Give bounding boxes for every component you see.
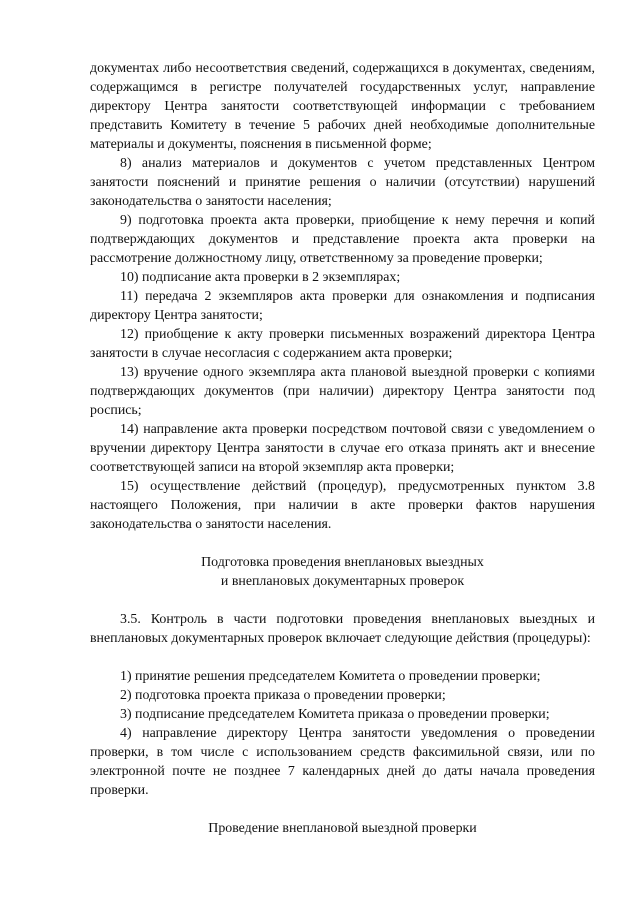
section-heading-2: Проведение внеплановой выездной проверки [208,821,477,836]
section-heading-line-2: и внеплановых документарных проверок [220,574,465,589]
paragraph-item-10: 10) подписание акта проверки в 2 экземплярах; [120,270,401,285]
paragraph-item-12: 12) приобщение к акту проверки письменных возражений директора Центра занятости в случае несогласия с содержанием акта проверки; [90,327,595,361]
spacer [90,800,595,819]
spacer [90,648,595,667]
paragraph-item-15: 15) осуществление действий (процедур), предусмотренных пунктом 3.8 настоящего Положения, при наличии в акте проверки фактов нарушения законодательства о занятости населения. [90,479,595,532]
paragraph-section-3-5: 3.5. Контроль в части подготовки проведения внеплановых выездных и внеплановых документарных проверок включает следующие действия (процедуры): [90,612,595,646]
spacer [90,591,595,610]
paragraph-continuation: документах либо несоответствия сведений, содержащихся в документах, сведениям, содержащимся в регистре получателей государственных услуг, направление директору Центра занятости соответствующей информации с требованием представить Комитету в течение 5 рабочих дней необходимые дополнительные материалы и документы, пояснения в письменной форме; [90,61,595,152]
paragraph-item-11: 11) передача 2 экземпляров акта проверки для ознакомления и подписания директору Центра занятости; [90,289,595,323]
paragraph-item-14: 14) направление акта проверки посредством почтовой связи с уведомлением о вручении директору Центра занятости в случае его отказа принять акт и внесение соответствующей записи на второй экземпляр акта проверки; [90,422,595,475]
section-heading-line-1: Подготовка проведения внеплановых выездных [201,555,484,570]
list-item-1: 1) принятие решения председателем Комитета о проведении проверки; [120,669,541,684]
list-item-4: 4) направление директору Центра занятости уведомления о проведении проверки, в том числе с использованием средств факсимильной связи, или по электронной почте не позднее 7 календарных дней до даты начала проведения проверки. [90,726,595,798]
paragraph-item-9: 9) подготовка проекта акта проверки, приобщение к нему перечня и копий подтверждающих документов и представление проекта акта проверки на рассмотрение должностному лицу, ответственному за проведение проверки; [90,213,595,266]
spacer [90,534,595,553]
paragraph-item-8: 8) анализ материалов и документов с учетом представленных Центром занятости пояснений и принятие решения о наличии (отсутствии) нарушений законодательства о занятости населения; [90,156,595,209]
document-body [90,59,595,838]
list-item-3: 3) подписание председателем Комитета приказа о проведении проверки; [120,707,550,722]
paragraph-item-13: 13) вручение одного экземпляра акта плановой выездной проверки с копиями подтверждающих документов (при наличии) директору Центра занятости под роспись; [90,365,595,418]
list-item-2: 2) подготовка проекта приказа о проведении проверки; [120,688,446,703]
